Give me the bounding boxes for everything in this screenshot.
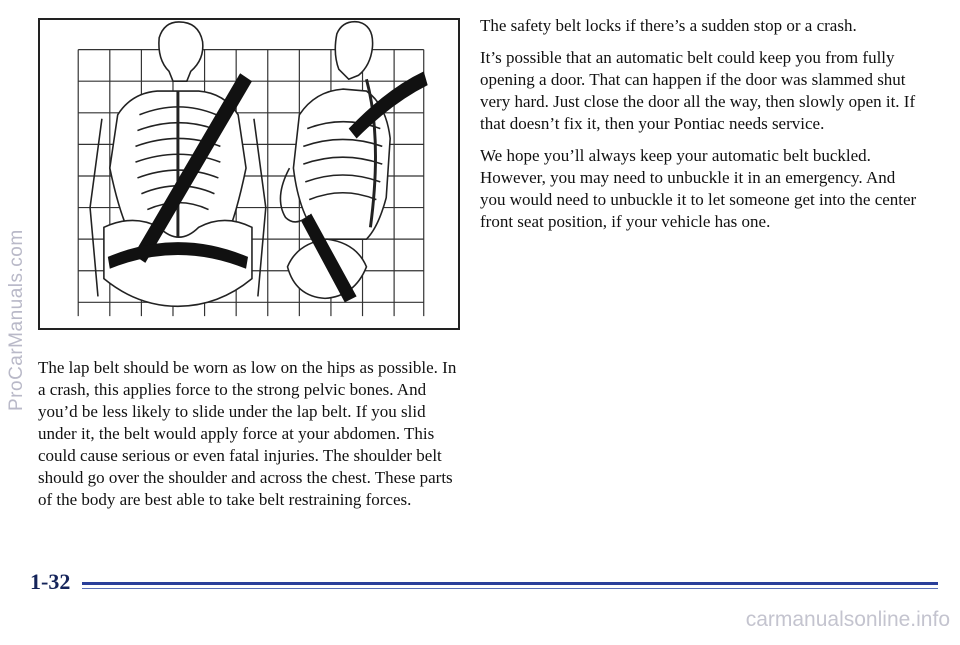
unbuckle-paragraph: We hope you’ll always keep your automatic belt buckled. However, you may need to unbuckle it in an emergency. And you would need to unbuckle it to let someone get into the center front seat position, if your vehicle has one.: [480, 146, 917, 231]
lap-belt-paragraph: The lap belt should be worn as low on the hips as possible. In a crash, this applies force to the strong pelvic bones. And you’d be less likely to slide under the lap belt. If you slid under it, the belt would apply force at your abdomen. This could cause serious or even fatal injuries. The shoulder belt should go over the shoulder and across the chest. These parts of the body are best able to take belt restraining forces.: [38, 358, 457, 509]
page-footer: [30, 569, 910, 599]
belt-locks-paragraph: The safety belt locks if there’s a sudden stop or a crash.: [480, 16, 857, 35]
right-text-column: [480, 15, 920, 243]
skeleton-belt-illustration: [38, 18, 460, 330]
footer-rule: [82, 582, 938, 585]
side-watermark: ProCarManuals.com: [6, 229, 27, 411]
left-text-column: [38, 357, 460, 521]
footer-rule-thin: [82, 588, 938, 589]
side-skeleton: [280, 22, 390, 299]
door-paragraph: It’s possible that an automatic belt could keep you from fully opening a door. That can happen if the door was slammed shut very hard. Just close the door all the way, then slowly open it. If that doesn’t fix it, then your Pontiac needs service.: [480, 48, 916, 133]
bottom-watermark: carmanualsonline.info: [745, 608, 950, 631]
page-number: 1-32: [30, 569, 71, 594]
skeleton-belt-drawing: [40, 20, 458, 328]
